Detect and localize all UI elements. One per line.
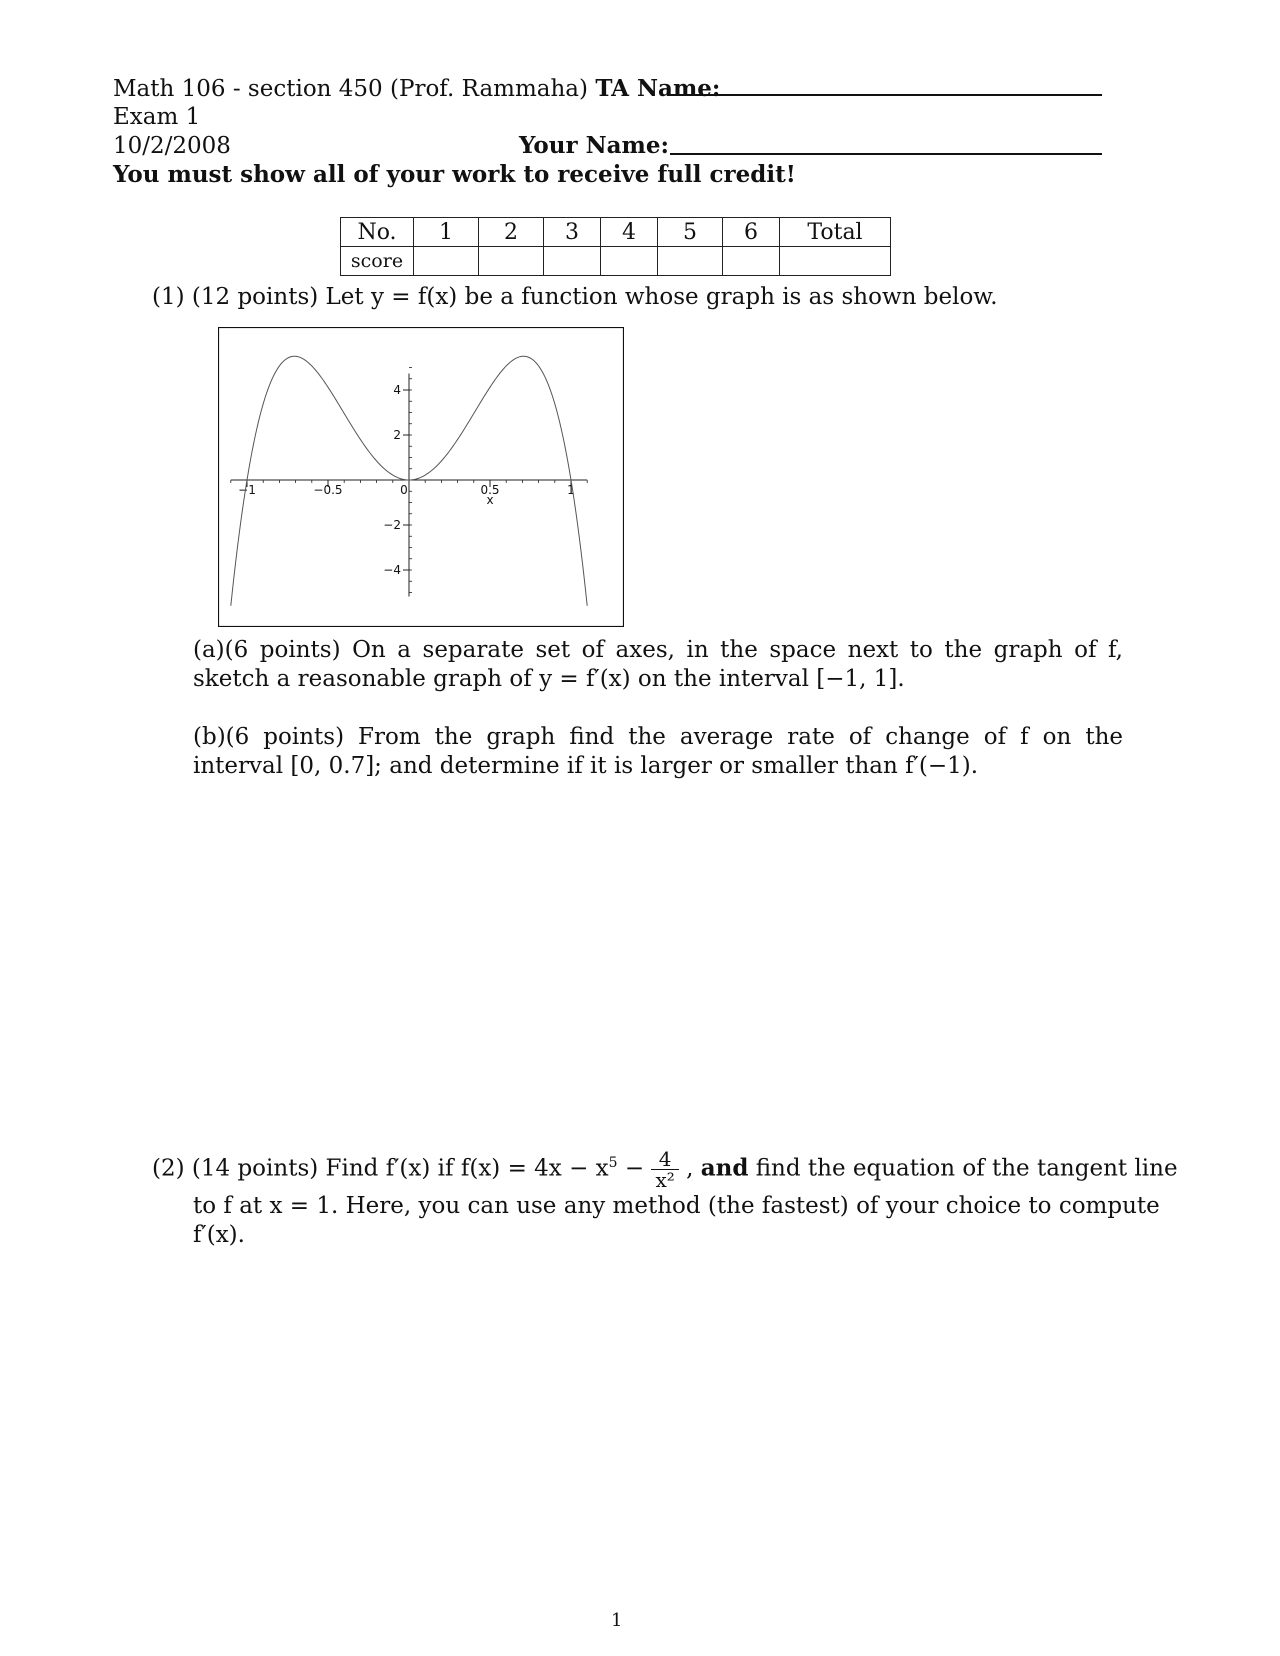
q2-minus: − bbox=[624, 1155, 645, 1182]
table-header-cell: 3 bbox=[544, 218, 601, 247]
q2-line1-suffix: find the equation of the tangent line bbox=[755, 1155, 1178, 1182]
y-tick-label: −2 bbox=[383, 518, 401, 532]
table-header-cell: No. bbox=[341, 218, 414, 247]
q1-part-b: (b)(6 points) From the graph find the average rate of change of f on the interval [0, 0.7]; and determine if it is larger or smaller than f′(−1). bbox=[193, 724, 1123, 779]
x-tick-label: 0.5 bbox=[480, 483, 500, 497]
x-tick-label: −1 bbox=[238, 483, 256, 497]
table-header-cell: Total bbox=[780, 218, 891, 247]
q2-line2: to f at x = 1. Here, you can use any method (the fastest) of your choice to compute bbox=[193, 1193, 1160, 1219]
score-cell[interactable] bbox=[414, 247, 479, 276]
q2-fraction bbox=[651, 1147, 678, 1193]
x-tick-label: 1 bbox=[567, 483, 575, 497]
score-table bbox=[340, 217, 891, 276]
ta-name-label: TA Name: bbox=[595, 75, 721, 102]
table-header-cell: 2 bbox=[479, 218, 544, 247]
q2-number: (2) bbox=[152, 1155, 185, 1182]
q2-exponent: 5 bbox=[608, 1155, 618, 1171]
table-header-cell: 1 bbox=[414, 218, 479, 247]
y-tick-label: 4 bbox=[393, 383, 401, 397]
score-cell[interactable] bbox=[479, 247, 544, 276]
course-title bbox=[113, 75, 720, 103]
your-name-blank[interactable] bbox=[670, 153, 1102, 155]
table-header-cell: 5 bbox=[658, 218, 723, 247]
function-graph bbox=[218, 327, 624, 627]
q1-number: (1) bbox=[152, 284, 185, 310]
q2-comma: , bbox=[686, 1155, 694, 1182]
score-cell[interactable] bbox=[601, 247, 658, 276]
q2-line1 bbox=[152, 1147, 1178, 1193]
score-cell[interactable] bbox=[544, 247, 601, 276]
table-header-cell: 6 bbox=[723, 218, 780, 247]
score-cell[interactable] bbox=[780, 247, 891, 276]
your-name-label: Your Name: bbox=[519, 132, 669, 159]
score-cell[interactable] bbox=[723, 247, 780, 276]
score-table-score-row bbox=[341, 247, 891, 276]
ta-name-blank[interactable] bbox=[670, 94, 1102, 96]
score-row-label: score bbox=[341, 247, 414, 276]
x-tick-label: −0.5 bbox=[313, 483, 343, 497]
q2-line3: f′(x). bbox=[193, 1222, 245, 1248]
work-notice: You must show all of your work to receive full credit! bbox=[113, 161, 796, 188]
q2-line1-prefix: (14 points) Find f′(x) if f(x) = 4x − x bbox=[191, 1155, 609, 1182]
q2-and: and bbox=[700, 1154, 749, 1182]
score-cell[interactable] bbox=[658, 247, 723, 276]
y-tick-label: 2 bbox=[393, 428, 401, 442]
table-header-cell: 4 bbox=[601, 218, 658, 247]
exam-label: Exam 1 bbox=[113, 104, 201, 130]
q1-intro bbox=[152, 283, 998, 311]
q2-fraction-numerator: 4 bbox=[651, 1149, 678, 1170]
q2-fraction-denominator: x² bbox=[655, 1168, 675, 1193]
page-number: 1 bbox=[611, 1610, 623, 1631]
x-axis-label: x bbox=[486, 493, 494, 507]
x-tick-label: 0 bbox=[400, 483, 408, 497]
course-text: Math 106 - section 450 (Prof. Rammaha) bbox=[113, 76, 588, 102]
score-table-header-row bbox=[341, 218, 891, 247]
q1-part-a: (a)(6 points) On a separate set of axes, in the space next to the graph of f, sketch a reasonable graph of y = f′(x) on the interval [−1, 1]. bbox=[193, 637, 1123, 692]
q1-intro-text: (12 points) Let y = f(x) be a function whose graph is as shown below. bbox=[191, 284, 998, 310]
y-tick-label: −4 bbox=[383, 563, 401, 577]
exam-date: 10/2/2008 bbox=[113, 133, 231, 159]
